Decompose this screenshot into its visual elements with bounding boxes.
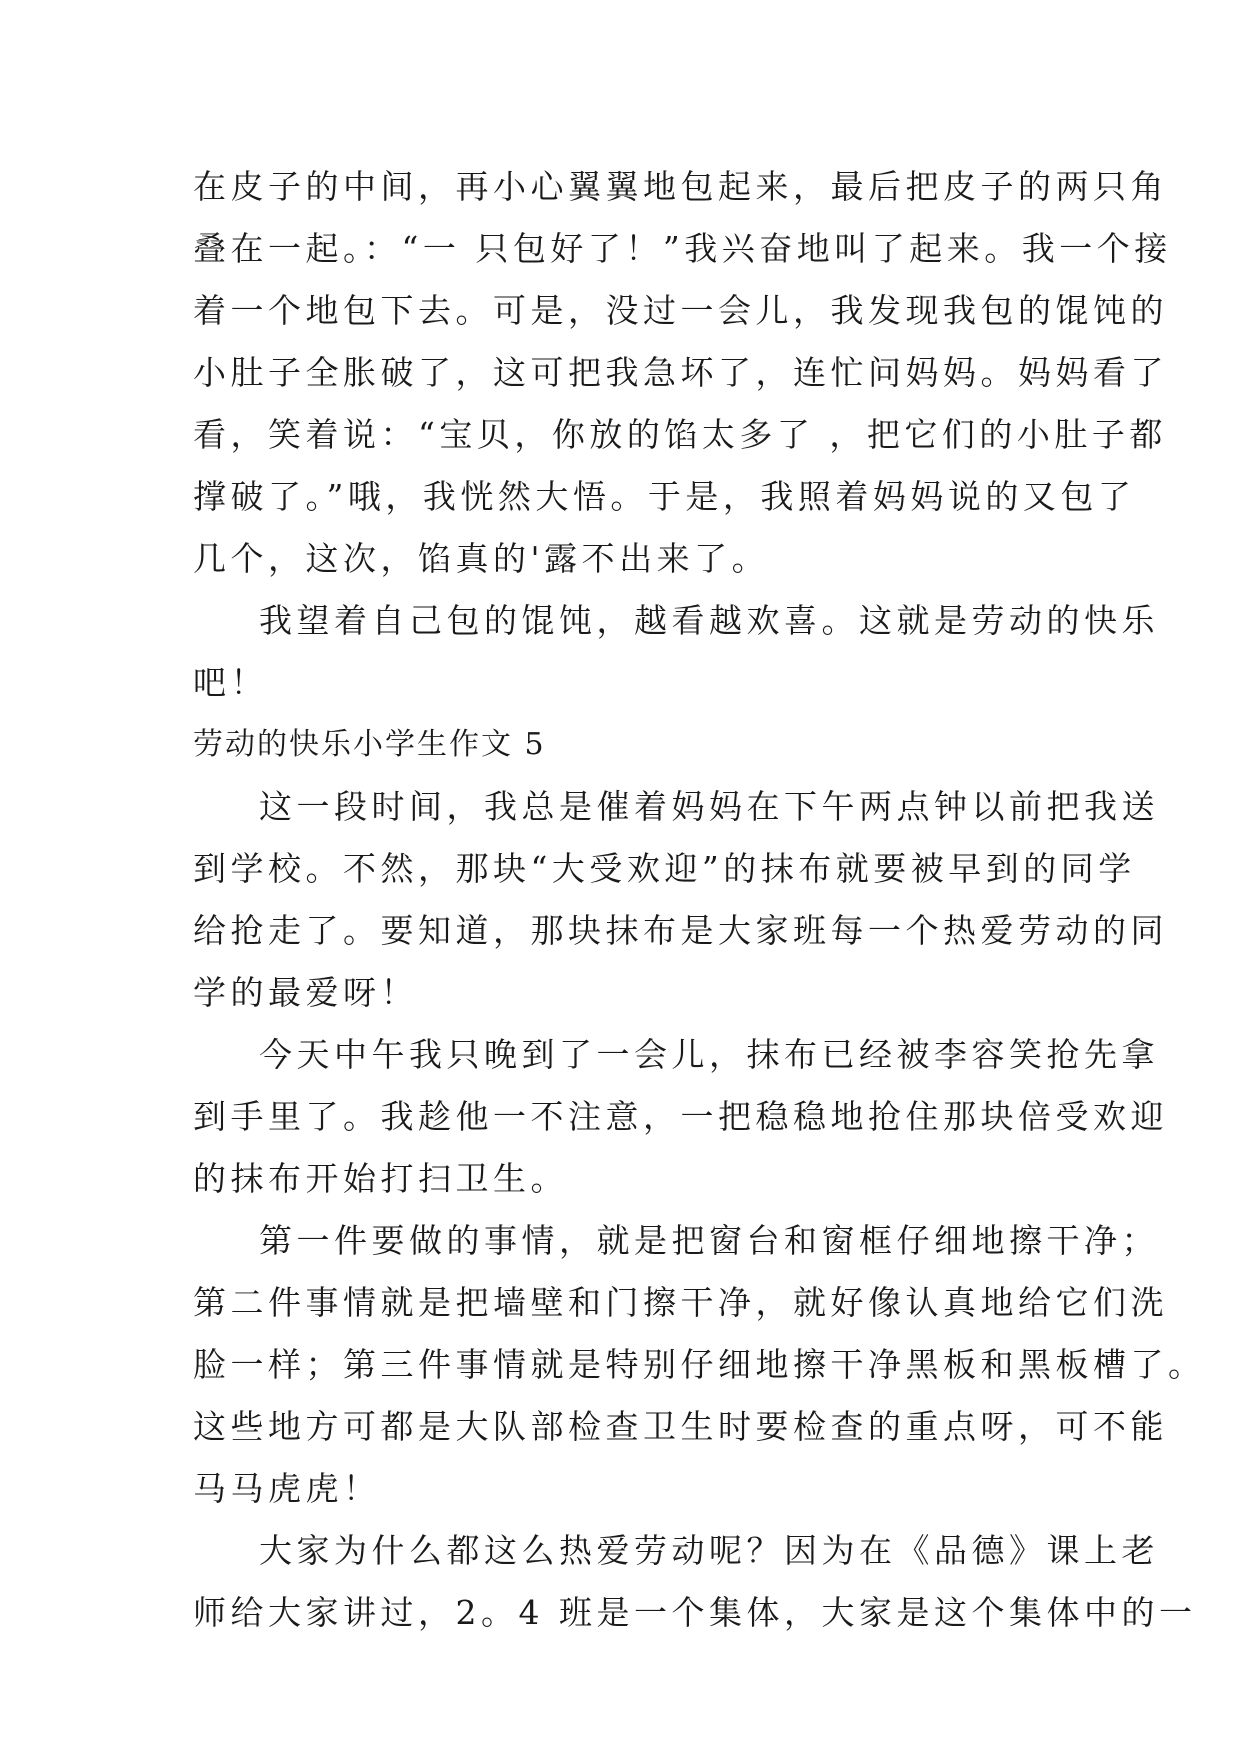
text-line: 脸一样；第三件事情就是特别仔细地擦干净黑板和黑板槽了。 (193, 1345, 1206, 1384)
paragraph-start-line: 第一件要做的事情，就是把窗台和窗框仔细地擦干净； (259, 1221, 1159, 1260)
paragraph-start-line: 我望着自己包的馄饨，越看越欢喜。这就是劳动的快乐 (259, 601, 1159, 640)
text-line: 看，笑着说：“宝贝，你放的馅太多了 ，把它们的小肚子都 (193, 415, 1167, 454)
section-heading: 劳动的快乐小学生作文 5 (193, 727, 546, 762)
text-line: 到手里了。我趁他一不注意，一把稳稳地抢住那块倍受欢迎 (193, 1097, 1168, 1136)
text-line: 到学校。不然，那块“大受欢迎”的抹布就要被早到的同学 (193, 849, 1136, 888)
text-line: 马马虎虎！ (193, 1469, 381, 1508)
text-line: 第二件事情就是把墙壁和门擦干净，就好像认真地给它们洗 (193, 1283, 1168, 1322)
paragraph-start-line: 这一段时间，我总是催着妈妈在下午两点钟以前把我送 (259, 787, 1159, 826)
text-line: 叠在一起。：“一 只包好了！”我兴奋地叫了起来。我一个接 (193, 229, 1172, 268)
text-line: 小肚子全胀破了，这可把我急坏了，连忙问妈妈。妈妈看了 (193, 353, 1168, 392)
text-line: 师给大家讲过，2。4 班是一个集体，大家是这个集体中的一 (193, 1593, 1197, 1632)
text-line: 这些地方可都是大队部检查卫生时要检查的重点呀，可不能 (193, 1407, 1168, 1446)
text-line: 撑破了。”哦，我恍然大悟。于是，我照着妈妈说的又包了 (193, 477, 1136, 516)
paragraph-start-line: 大家为什么都这么热爱劳动呢？因为在《品德》课上老 (259, 1531, 1159, 1570)
document-body (193, 156, 1206, 1644)
text-line: 的抹布开始打扫卫生。 (193, 1159, 568, 1198)
text-line: 给抢走了。要知道，那块抹布是大家班每一个热爱劳动的同 (193, 911, 1168, 950)
text-line: 吧！ (193, 663, 268, 702)
text-line: 着一个地包下去。可是，没过一会儿，我发现我包的馄饨的 (193, 291, 1168, 330)
paragraph-start-line: 今天中午我只晚到了一会儿，抹布已经被李容笑抢先拿 (259, 1035, 1159, 1074)
text-line: 学的最爱呀！ (193, 973, 418, 1012)
text-line: 几个，这次，馅真的'露不出来了。 (193, 539, 770, 578)
text-line: 在皮子的中间，再小心翼翼地包起来，最后把皮子的两只角 (193, 167, 1168, 206)
